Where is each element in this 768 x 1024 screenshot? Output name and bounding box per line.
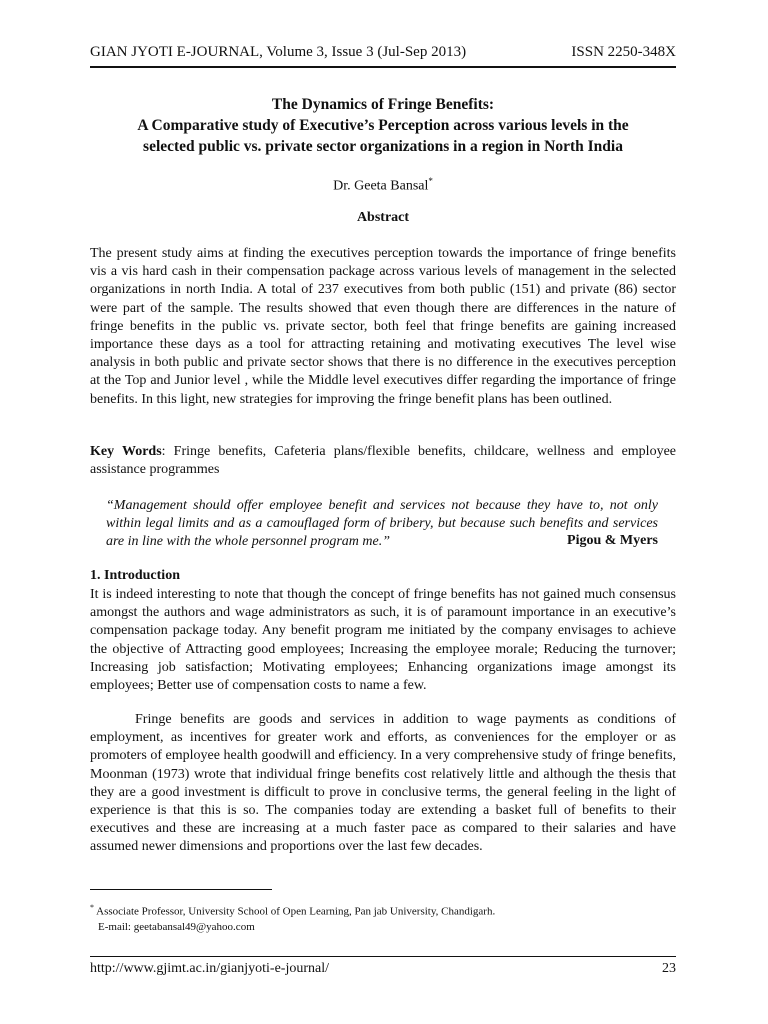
- abstract-heading: Abstract: [356, 210, 410, 225]
- epigraph-quote: “Management should offer employee benefit and services not because they have to, not only within legal limits and as a camouflaged form of bribery, but because such benefits and services are in line with the whole personnel program me.”: [106, 498, 658, 550]
- journal-name: GIAN JYOTI E-JOURNAL, Volume 3, Issue 3 (Jul-Sep 2013): [90, 44, 467, 60]
- paper-title: [90, 94, 676, 157]
- footnote-marker: *: [90, 903, 94, 912]
- journal-url-link[interactable]: http://www.gjimt.ac.in/gianjyoti-e-journal/: [90, 961, 329, 976]
- header-divider: [90, 66, 676, 68]
- footnote-divider: [90, 889, 272, 890]
- epigraph-attribution: Pigou & Myers: [567, 533, 658, 548]
- running-footer: [90, 961, 676, 977]
- keywords-text: : Fringe benefits, Cafeteria plans/flexible benefits, childcare, wellness and employee assistance programmes: [90, 444, 676, 478]
- issn-number: ISSN 2250-348X: [571, 44, 676, 60]
- title-line-1: The Dynamics of Fringe Benefits:: [271, 96, 495, 113]
- section-heading-introduction: 1. Introduction: [90, 568, 180, 583]
- title-line-3: selected public vs. private sector organizations in a region in North India: [143, 138, 623, 155]
- page-number: 23: [662, 961, 676, 976]
- abstract-text: The present study aims at finding the executives perception towards the importance of fringe benefits vis a vis hard cash in their compensation package across various levels of management in the selected organizations in north India. A total of 237 executives from both public (151) and private (86) sector were part of the sample. The results showed that even though there are differences in the nature of fringe benefits in the public vs. private sector, both feel that fringe benefits are gaining increased importance these days as a tool for attracting retaining and motivating executives The level wise analysis in both public and private sector shows that there is no difference in the executives perception at the Top and Junior level , while the Middle level executives differ regarding the importance of fringe benefits. In this light, new strategies for improving the fringe benefit plans has been outlined.: [90, 246, 676, 407]
- keywords-label: Key Words: [90, 444, 162, 459]
- title-line-2: A Comparative study of Executive’s Perception across various levels in the: [137, 117, 629, 134]
- author-name: Dr. Geeta Bansal: [333, 178, 429, 194]
- author-footnote-marker: *: [428, 176, 433, 186]
- running-header: [90, 44, 676, 61]
- footnote-affiliation: Associate Professor, University School of Open Learning, Pan jab University, Chandigarh.: [94, 905, 496, 918]
- author-line: [90, 176, 676, 195]
- footer-divider: [90, 956, 676, 957]
- footnote: [90, 900, 676, 935]
- footnote-email: E-mail: geetabansal49@yahoo.com: [98, 920, 255, 933]
- introduction-paragraph-2: Fringe benefits are goods and services in addition to wage payments as conditions of employment, as incentives for greater work and efforts, as conveniences for the employer or as promoters of employee health goodwill and efficiency. In a very comprehensive study of fringe benefits, Moonman (1973) wrote that individual fringe benefits cost relatively little and although the thesis that they are a good investment is difficult to prove in conclusive terms, the general feeling in the light of experience is that this is so. The companies today are extending a basket full of benefits to their executives and these are increasing at a much faster pace as compared to their salaries and have assumed newer dimensions and proportions over the last few decades.: [90, 712, 676, 855]
- keywords: [90, 443, 676, 479]
- introduction-paragraph-1: It is indeed interesting to note that though the concept of fringe benefits has not gained much consensus amongst the authors and wage administrators as such, it is of paramount importance in an executive’s compensation package today. Any benefit program me initiated by the company envisages to achieve the objective of Attracting good employees; Increasing the employee morale; Reducing the turnover; Increasing job satisfaction; Motivating employees; Enhancing organizations image amongst its employees; Better use of compensation costs to name a few.: [90, 587, 676, 694]
